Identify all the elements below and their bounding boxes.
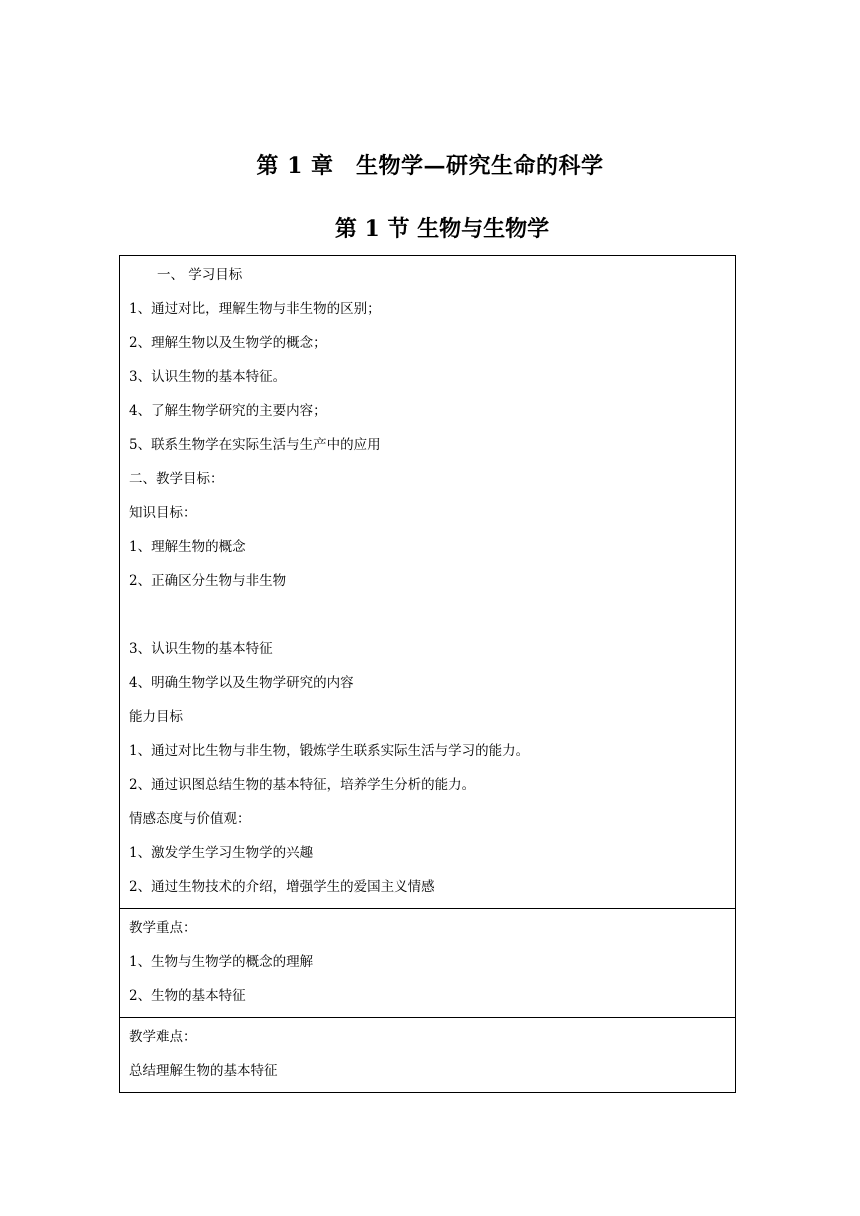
knowledge-goal-item: 4、明确生物学以及生物学研究的内容	[129, 675, 354, 691]
lesson-plan-table	[119, 255, 736, 1093]
learning-goal-item: 4、了解生物学研究的主要内容；	[129, 403, 327, 419]
learning-goal-item: 2、理解生物以及生物学的概念；	[129, 335, 327, 351]
knowledge-goal-item: 3、认识生物的基本特征	[129, 641, 273, 657]
ability-goal-item: 1、通过对比生物与非生物，锻炼学生联系实际生活与学习的能力。	[129, 743, 530, 759]
emotion-goals-heading: 情感态度与价值观：	[129, 811, 251, 827]
emotion-goal-item: 2、通过生物技术的介绍，增强学生的爱国主义情感	[129, 879, 435, 895]
emotion-goal-item: 1、激发学生学习生物学的兴趣	[129, 845, 314, 861]
knowledge-goal-item: 2、正确区分生物与非生物	[129, 573, 287, 589]
learning-goal-item: 3、认识生物的基本特征。	[129, 369, 287, 385]
ability-goals-heading: 能力目标	[129, 709, 183, 725]
key-point-item: 2、生物的基本特征	[129, 988, 246, 1004]
key-points-cell	[120, 908, 735, 1017]
knowledge-goals-heading: 知识目标：	[129, 505, 197, 521]
key-point-item: 1、生物与生物学的概念的理解	[129, 954, 314, 970]
difficulties-cell	[120, 1017, 735, 1092]
learning-goal-item: 5、联系生物学在实际生活与生产中的应用	[129, 437, 381, 453]
learning-goal-item: 1、通过对比，理解生物与非生物的区别；	[129, 301, 381, 317]
difficulty-item: 总结理解生物的基本特征	[129, 1063, 278, 1079]
chapter-title: 第 1 章 生物学—研究生命的科学	[256, 153, 604, 179]
objectives-cell	[120, 256, 735, 908]
teaching-goals-heading: 二、教学目标：	[129, 471, 224, 487]
section-title: 第 1 节 生物与生物学	[334, 216, 550, 242]
difficulties-heading: 教学难点：	[129, 1029, 197, 1045]
learning-goals-heading: 一、 学习目标	[157, 267, 243, 283]
ability-goal-item: 2、通过识图总结生物的基本特征，培养学生分析的能力。	[129, 777, 476, 793]
blank-line	[129, 598, 735, 632]
knowledge-goal-item: 1、理解生物的概念	[129, 539, 246, 555]
key-points-heading: 教学重点：	[129, 920, 197, 936]
